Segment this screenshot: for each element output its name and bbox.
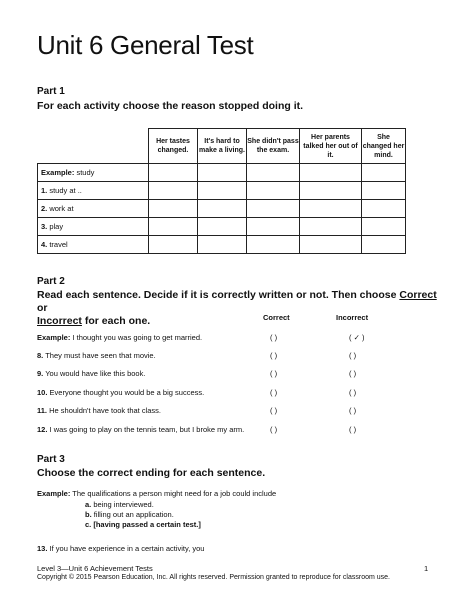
column-header: She didn't pass the exam. (247, 129, 300, 164)
row-number: 1. (41, 186, 48, 195)
option-text: filling out an application. (91, 510, 174, 519)
option-letter: c. (85, 520, 92, 529)
instruction-text: or (37, 302, 48, 314)
question-13 (37, 544, 204, 553)
column-header: Her tastes changed. (149, 129, 198, 164)
correct-choice[interactable]: ( ) (270, 406, 278, 415)
incorrect-choice[interactable]: ( ) (349, 406, 357, 415)
table-row (38, 236, 406, 254)
answer-cell[interactable] (198, 182, 247, 200)
table-row (38, 164, 406, 182)
option-item[interactable] (85, 510, 174, 519)
list-item (37, 388, 204, 397)
example-label: Example: (37, 489, 71, 498)
example-sentence (37, 489, 276, 498)
answer-cell[interactable] (149, 182, 198, 200)
answer-cell[interactable] (247, 164, 300, 182)
option-text: being interviewed. (91, 500, 154, 509)
item-number: 13. (37, 544, 48, 553)
row-number: 4. (41, 240, 48, 249)
row-label: play (47, 222, 64, 231)
table-row (38, 218, 406, 236)
part2-instruction (37, 289, 437, 328)
answer-cell[interactable] (247, 236, 300, 254)
answer-cell[interactable] (247, 218, 300, 236)
item-number: 11. (37, 406, 48, 415)
answer-cell[interactable] (362, 218, 406, 236)
part1-instruction: For each activity choose the reason stopped doing it. (37, 100, 304, 112)
row-label: study (74, 168, 95, 177)
row-label: travel (47, 240, 68, 249)
row-label: study at .. (47, 186, 82, 195)
item-text: I was going to play on the tennis team, but I broke my arm. (47, 425, 245, 434)
footer-copyright: Copyright © 2015 Pearson Education, Inc. All rights reserved. Permission granted to reproduce for classroom use. (37, 574, 391, 581)
incorrect-keyword: Incorrect (37, 315, 82, 327)
list-item (37, 333, 202, 342)
list-item (37, 351, 156, 360)
item-number: 10. (37, 388, 48, 397)
item-number: 9. (37, 369, 44, 378)
answer-cell[interactable] (362, 182, 406, 200)
item-text: They must have seen that movie. (43, 351, 156, 360)
table-corner (38, 129, 149, 164)
row-number: Example: (41, 168, 75, 177)
answer-cell[interactable] (300, 182, 362, 200)
answer-cell[interactable] (362, 164, 406, 182)
item-number: Example: (37, 333, 71, 342)
answer-cell[interactable] (362, 200, 406, 218)
part3-instruction: Choose the correct ending for each sentence. (37, 467, 266, 479)
list-item (37, 369, 145, 378)
column-header: Her parents talked her out of it. (300, 129, 362, 164)
answer-cell[interactable] (198, 200, 247, 218)
item-number: 8. (37, 351, 44, 360)
table-row (38, 200, 406, 218)
column-correct: Correct (263, 313, 290, 322)
answer-cell[interactable] (149, 164, 198, 182)
correct-choice[interactable]: ( ) (270, 425, 278, 434)
table-row (38, 182, 406, 200)
part1-heading: Part 1 (37, 86, 65, 97)
option-item[interactable] (85, 500, 154, 509)
incorrect-choice[interactable]: ( ) (349, 425, 357, 434)
item-number: 12. (37, 425, 48, 434)
part2-heading: Part 2 (37, 276, 65, 287)
correct-choice[interactable]: ( ) (270, 351, 278, 360)
correct-choice[interactable]: ( ) (270, 388, 278, 397)
list-item (37, 406, 161, 415)
row-number: 2. (41, 204, 48, 213)
answer-cell[interactable] (247, 182, 300, 200)
answer-cell[interactable] (198, 164, 247, 182)
column-header: It's hard to make a living. (198, 129, 247, 164)
answer-cell[interactable] (300, 218, 362, 236)
item-text: If you have experience in a certain activity, you (47, 544, 205, 553)
answer-cell[interactable] (149, 200, 198, 218)
incorrect-choice[interactable]: ( ) (349, 388, 357, 397)
option-item[interactable] (85, 520, 201, 529)
option-letter: a. (85, 500, 92, 509)
correct-choice[interactable]: ( ) (270, 333, 278, 342)
part3-heading: Part 3 (37, 454, 65, 465)
row-label: work at (47, 204, 74, 213)
item-text: Everyone thought you would be a big success. (47, 388, 205, 397)
correct-choice[interactable]: ( ) (270, 369, 278, 378)
page-number: 1 (424, 564, 429, 573)
column-header: She changed her mind. (362, 129, 406, 164)
footer-level: Level 3—Unit 6 Achievement Tests (37, 564, 153, 573)
correct-keyword: Correct (399, 289, 437, 301)
page-title: Unit 6 General Test (37, 30, 254, 60)
answer-cell[interactable] (300, 164, 362, 182)
item-text: You would have like this book. (43, 369, 146, 378)
part1-table (37, 128, 406, 254)
item-text: He shouldn't have took that class. (47, 406, 162, 415)
instruction-text: for each one. (81, 315, 151, 327)
incorrect-choice[interactable]: ( ✓ ) (349, 333, 365, 342)
answer-cell[interactable] (247, 200, 300, 218)
option-letter: b. (85, 510, 92, 519)
item-text: I thought you was going to get married. (70, 333, 203, 342)
answer-cell[interactable] (362, 236, 406, 254)
column-incorrect: Incorrect (336, 313, 369, 322)
list-item (37, 425, 244, 434)
answer-cell[interactable] (198, 236, 247, 254)
answer-cell[interactable] (300, 200, 362, 218)
option-text: [having passed a certain test.] (91, 520, 201, 529)
answer-cell[interactable] (149, 218, 198, 236)
answer-cell[interactable] (300, 236, 362, 254)
incorrect-choice[interactable]: ( ) (349, 369, 357, 378)
answer-cell[interactable] (198, 218, 247, 236)
row-number: 3. (41, 222, 48, 231)
example-text: The qualifications a person might need for a job could include (70, 489, 277, 498)
instruction-text: Read each sentence. Decide if it is correctly written or not. Then choose (37, 289, 400, 301)
answer-cell[interactable] (149, 236, 198, 254)
incorrect-choice[interactable]: ( ) (349, 351, 357, 360)
